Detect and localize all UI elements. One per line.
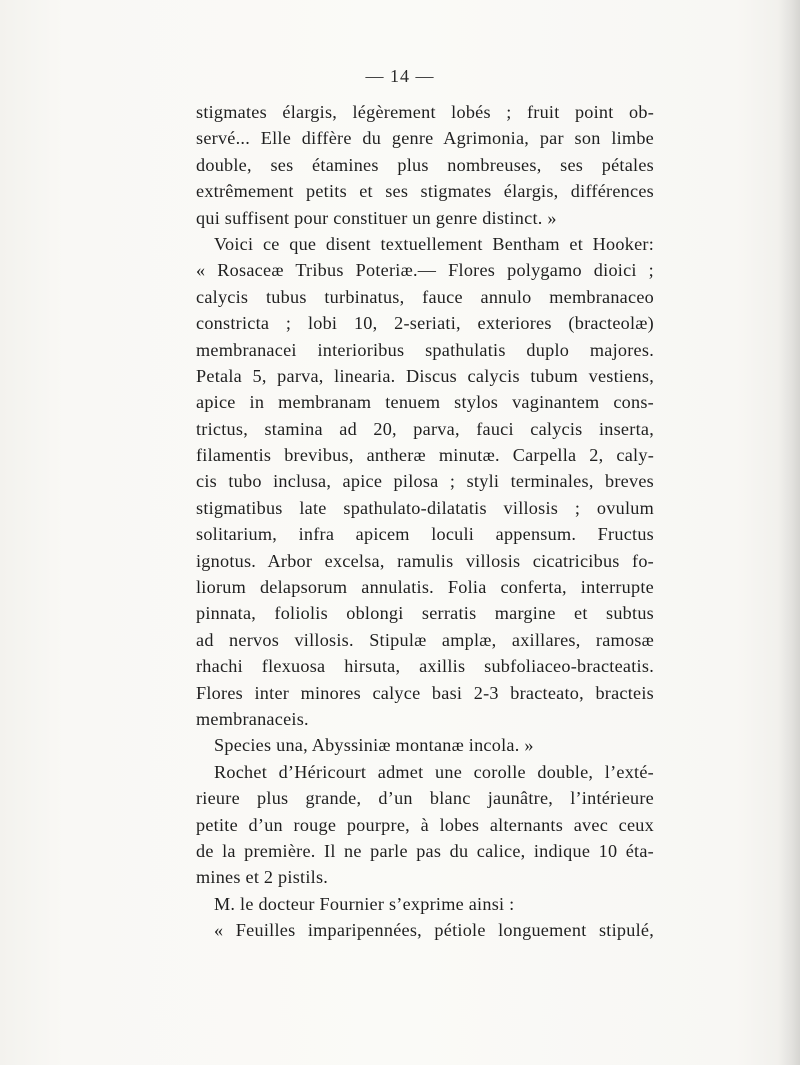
- text-line: Voici ce que disent textuellement Bentham et Hooker:: [214, 233, 654, 254]
- text-line: cis tubo inclusa, apice pilosa ; styli terminales, breves: [196, 471, 654, 492]
- text-line: rhachi flexuosa hirsuta, axillis subfoliaceo-bracteatis.: [196, 656, 654, 677]
- text-line: mines et 2 pistils.: [196, 867, 329, 888]
- text-line: constricta ; lobi 10, 2-seriati, exteriores (bracteolæ): [196, 313, 654, 334]
- text-line: liorum delapsorum annulatis. Folia conferta, interrupte: [196, 577, 654, 598]
- text-line: servé... Elle diffère du genre Agrimonia, par son limbe: [196, 128, 654, 149]
- text-line: Rochet d’Héricourt admet une corolle double, l’exté-: [214, 761, 654, 782]
- text-line: petite d’un rouge pourpre, à lobes alternants avec ceux: [196, 814, 654, 835]
- text-line: trictus, stamina ad 20, parva, fauci calycis inserta,: [196, 418, 654, 439]
- text-line: Flores inter minores calyce basi 2-3 bracteato, bracteis: [196, 682, 654, 703]
- text-line: rieure plus grande, d’un blanc jaunâtre, l’intérieure: [196, 788, 654, 809]
- body-text: [196, 99, 654, 944]
- text-line: stigmatibus late spathulato-dilatatis villosis ; ovulum: [196, 497, 654, 518]
- text-line: Species una, Abyssiniæ montanæ incola. »: [214, 735, 534, 756]
- page-edge-shadow: [778, 0, 800, 1065]
- text-line: M. le docteur Fournier s’exprime ainsi :: [214, 893, 515, 914]
- text-line: double, ses étamines plus nombreuses, ses pétales: [196, 154, 654, 175]
- text-line: membranaceis.: [196, 708, 309, 729]
- text-line: apice in membranam tenuem stylos vaginantem cons-: [196, 392, 654, 413]
- text-line: qui suffisent pour constituer un genre distinct. »: [196, 207, 557, 228]
- page-number: — 14 —: [365, 66, 435, 86]
- text-line: membranacei interioribus spathulatis duplo majores.: [196, 339, 654, 360]
- text-line: extrêmement petits et ses stigmates élargis, différences: [196, 181, 654, 202]
- text-line: stigmates élargis, légèrement lobés ; fruit point ob-: [196, 102, 654, 122]
- text-line: « Feuilles imparipennées, pétiole longuement stipulé,: [214, 920, 654, 941]
- text-line: « Rosaceæ Tribus Poteriæ.— Flores polygamo dioici ;: [196, 260, 654, 281]
- text-line: filamentis brevibus, antheræ minutæ. Carpella 2, caly-: [196, 445, 654, 466]
- text-line: de la première. Il ne parle pas du calice, indique 10 éta-: [196, 840, 654, 861]
- text-line: Petala 5, parva, linearia. Discus calycis tubum vestiens,: [196, 365, 654, 386]
- text-line: ad nervos villosis. Stipulæ amplæ, axillares, ramosæ: [196, 629, 654, 650]
- text-line: ignotus. Arbor excelsa, ramulis villosis cicatricibus fo-: [196, 550, 654, 571]
- text-line: calycis tubus turbinatus, fauce annulo membranaceo: [196, 286, 654, 307]
- text-line: pinnata, foliolis oblongi serratis margine et subtus: [196, 603, 654, 624]
- text-line: solitarium, infra apicem loculi appensum. Fructus: [196, 524, 654, 545]
